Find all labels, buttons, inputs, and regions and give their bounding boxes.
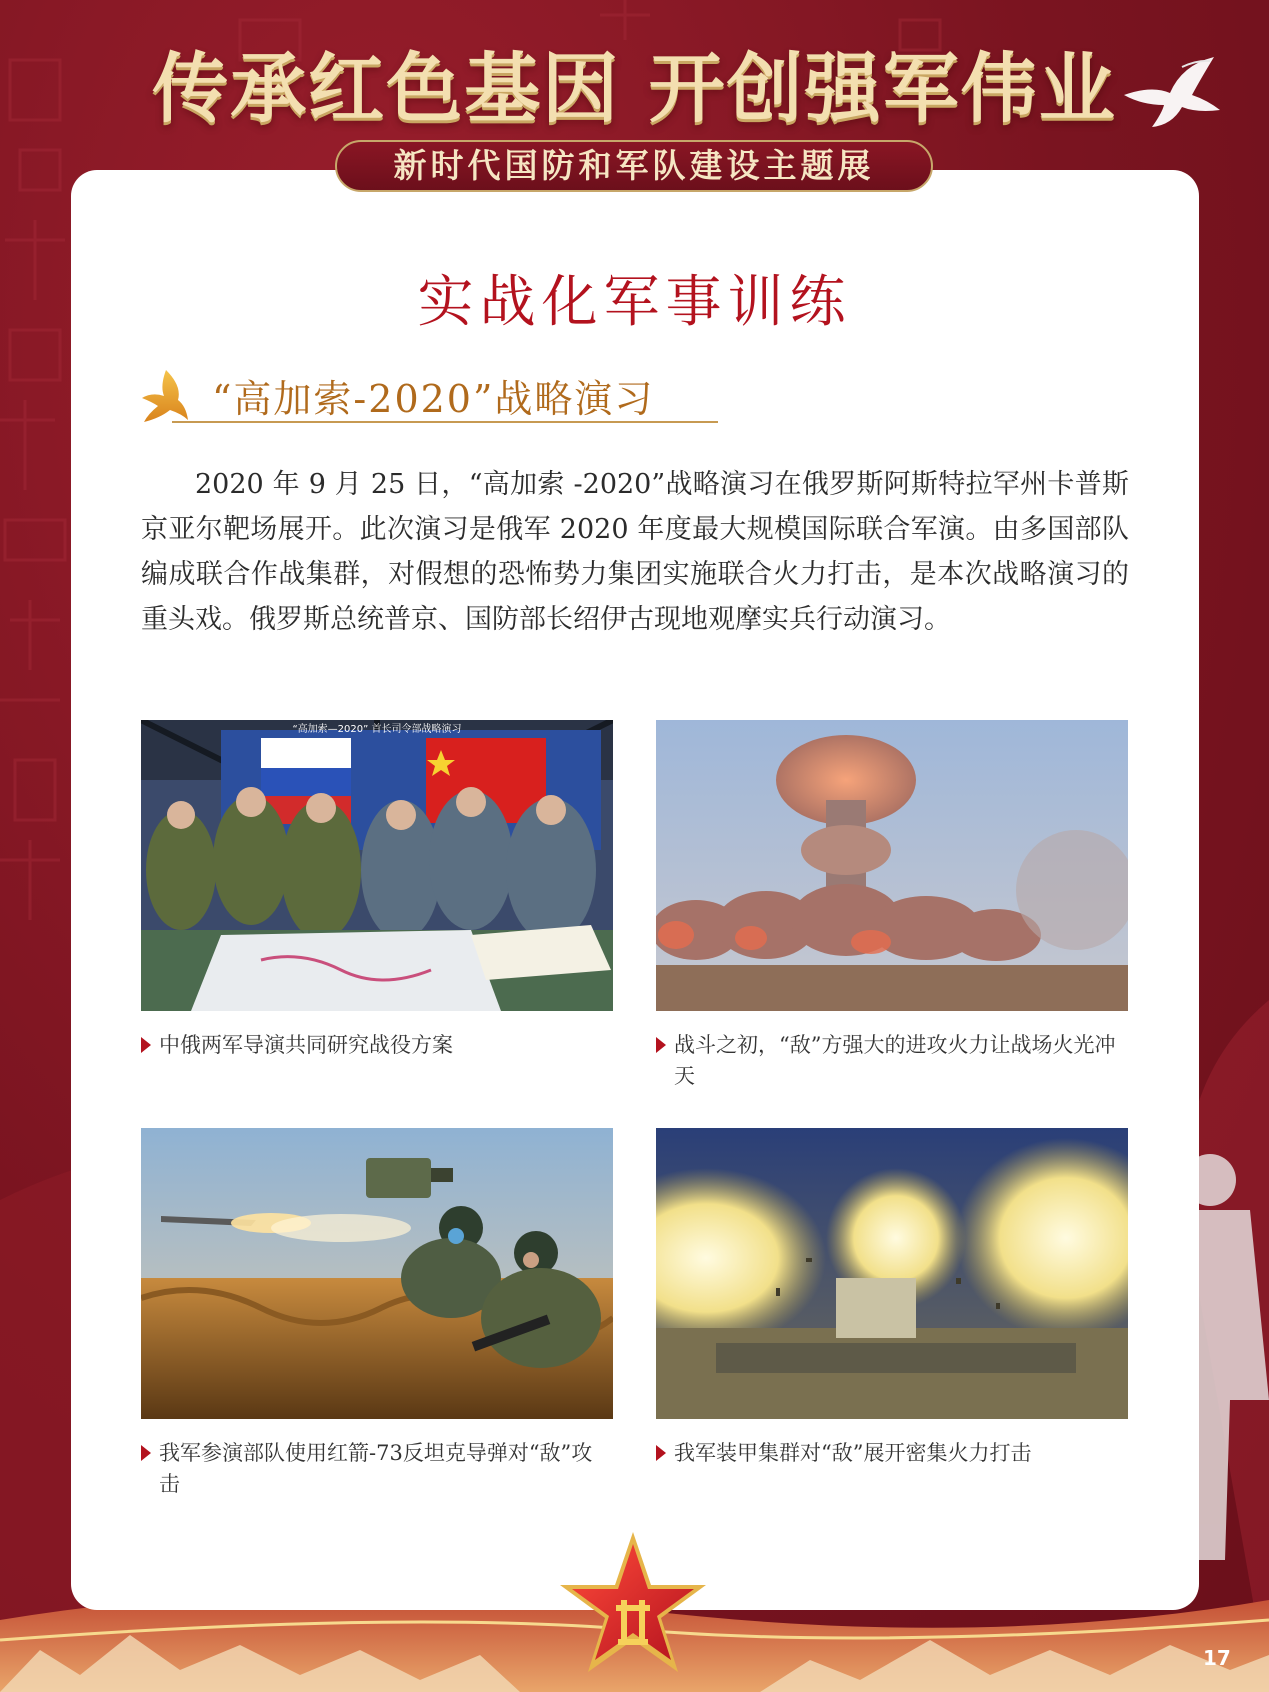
caption-marker [141, 1445, 151, 1461]
caption-4 [656, 1438, 1128, 1469]
caption-text: 我军装甲集群对“敌”展开密集火力打击 [674, 1441, 1032, 1465]
caption-1 [141, 1030, 613, 1061]
subheading-underline [172, 421, 718, 423]
caption-text: 我军参演部队使用红箭-73反坦克导弹对“敌”攻击 [159, 1441, 593, 1496]
header-title: 传承红色基因 开创强军伟业 [152, 44, 1117, 133]
caption-marker [141, 1037, 151, 1053]
golden-dove-icon [138, 368, 190, 424]
body-paragraph: 2020 年 9 月 25 日，“高加索 -2020”战略演习在俄罗斯阿斯特拉罕州卡普斯京亚尔靶场展开。此次演习是俄军 2020 年度最大规模国际联合军演。由多国部队编成联合作战集群，对假想的恐怖势力集团实施联合火力打击，是本次战略演习的重头戏。俄罗斯总统普京、国防部长绍伊古现地观摩实兵行动演习。 [141, 469, 1129, 635]
photo-explosion-cloud [656, 720, 1128, 1011]
photo-anti-tank-missile [141, 1128, 613, 1419]
caption-text: 战斗之初，“敌”方强大的进攻火力让战场火光冲天 [674, 1033, 1116, 1088]
photo-armored-fire [656, 1128, 1128, 1419]
caption-marker [656, 1445, 666, 1461]
page-number: 17 [1203, 1646, 1231, 1670]
dove-icon [1122, 55, 1222, 130]
caption-2 [656, 1030, 1128, 1092]
caption-3 [141, 1438, 613, 1500]
subheading: “高加索-2020”战略演习 [212, 377, 655, 421]
photo-officers-map [141, 720, 613, 1011]
army-star-emblem [558, 1530, 708, 1680]
subtitle-banner: 新时代国防和军队建设主题展 [335, 140, 933, 192]
caption-text: 中俄两军导演共同研究战役方案 [159, 1033, 453, 1057]
caption-marker [656, 1037, 666, 1053]
photo-banner-text: “高加索—2020” 首长司令部战略演习 [292, 724, 462, 735]
section-title: 实战化军事训练 [417, 270, 852, 335]
